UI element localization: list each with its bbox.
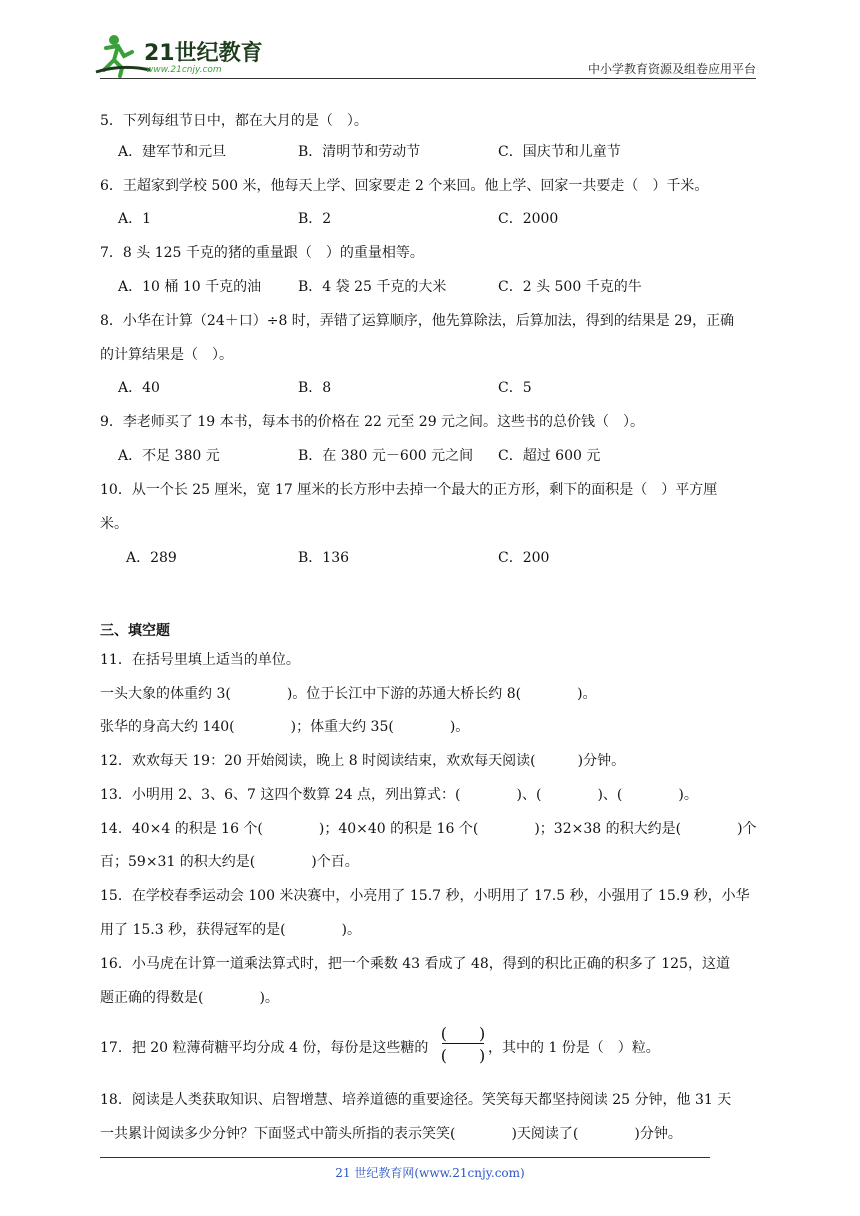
- q11-line2: 张华的身高大约 140( )；体重大约 35( )。: [100, 719, 470, 735]
- q5-option-a: A．建军节和元旦: [118, 144, 227, 160]
- q7-stem: 7．8 头 125 千克的猪的重量跟（ ）的重量相等。: [100, 245, 424, 261]
- logo-text: 21世纪教育: [144, 41, 263, 66]
- q16-line2: 题正确的得数是( )。: [100, 990, 279, 1006]
- platform-title: 中小学教育资源及组卷应用平台: [587, 62, 756, 76]
- q8-option-b: B．8: [298, 380, 332, 396]
- q6-stem: 6．王超家到学校 500 米，他每天上学、回家要走 2 个来回。他上学、回家一共要走（ ）千米。: [100, 178, 709, 194]
- q16-line1: 16．小马虎在计算一道乘法算式时，把一个乘数 43 看成了 48，得到的积比正确的积多了 125，这道: [100, 956, 730, 972]
- section-title: 三、填空题: [100, 623, 170, 639]
- q11-line1: 一头大象的体重约 3( )。位于长江中下游的苏通大桥长约 8( )。: [100, 686, 597, 702]
- q6-option-a: A．1: [118, 211, 152, 227]
- q5-option-b: B．清明节和劳动节: [298, 144, 421, 160]
- q17-text-before: 17．把 20 粒薄荷糖平均分成 4 份，每份是这些糖的: [100, 1040, 429, 1056]
- q7-option-c: C．2 头 500 千克的牛: [498, 279, 642, 295]
- q10-option-b: B．136: [298, 550, 350, 566]
- q18-line2: 一共累计阅读多少分钟？下面竖式中箭头所指的表示笑笑( )天阅读了( )分钟。: [100, 1126, 682, 1142]
- fraction-denominator: ( ): [440, 1046, 486, 1065]
- q14-line2: 百；59×31 的积大约是( )个百。: [100, 854, 359, 870]
- runner-logo-icon: [92, 28, 272, 80]
- q8-option-c: C．5: [498, 380, 532, 396]
- q9-option-a: A．不足 380 元: [118, 448, 220, 464]
- q13: 13．小明用 2、3、6、7 这四个数算 24 点，列出算式：( )、( )、( )。: [100, 787, 698, 803]
- q15-line2: 用了 15.3 秒，获得冠军的是( )。: [100, 922, 361, 938]
- q11-stem: 11．在括号里填上适当的单位。: [100, 652, 300, 668]
- site-logo: [92, 28, 272, 80]
- q9-stem: 9．李老师买了 19 本书，每本书的价格在 22 元至 29 元之间。这些书的总价钱（ ）。: [100, 414, 645, 430]
- q7-option-a: A．10 桶 10 千克的油: [118, 279, 262, 295]
- q14-line1: 14．40×4 的积是 16 个( )；40×40 的积是 16 个( )；32×38 的积大约是( )个: [100, 821, 757, 837]
- q8-option-a: A．40: [118, 380, 160, 396]
- q5-stem: 5．下列每组节日中，都在大月的是（ ）。: [100, 113, 368, 129]
- q9-option-b: B．在 380 元－600 元之间: [298, 448, 474, 464]
- q17-text-after: ，其中的 1 份是（ ）粒。: [488, 1040, 660, 1056]
- q15-line1: 15．在学校春季运动会 100 米决赛中，小亮用了 15.7 秒，小明用了 17.5 秒，小强用了 15.9 秒，小华: [100, 888, 750, 904]
- q5-option-c: C．国庆节和儿童节: [498, 144, 621, 160]
- q6-option-c: C．2000: [498, 211, 559, 227]
- q12: 12．欢欢每天 19：20 开始阅读，晚上 8 时阅读结束，欢欢每天阅读( )分钟。: [100, 753, 626, 769]
- q6-option-b: B．2: [298, 211, 332, 227]
- q8-stem-line2: 的计算结果是（ ）。: [100, 347, 233, 363]
- header-divider: [100, 78, 756, 79]
- footer-text[interactable]: 21 世纪教育网(www.21cnjy.com): [335, 1166, 525, 1180]
- logo-url: www.21cnjy.com: [146, 65, 222, 75]
- q10-stem-line2: 米。: [100, 516, 128, 532]
- q8-stem-line1: 8．小华在计算（24＋口）÷8 时，弄错了运算顺序，他先算除法，后算加法，得到的结果是 29，正确: [100, 313, 735, 329]
- q17-fraction: [440, 1021, 486, 1067]
- q18-line1: 18．阅读是人类获取知识、启智增慧、培养道德的重要途径。笑笑每天都坚持阅读 25 分钟，他 31 天: [100, 1092, 732, 1108]
- fraction-numerator: ( ): [440, 1024, 486, 1043]
- q7-option-b: B．4 袋 25 千克的大米: [298, 279, 447, 295]
- q10-option-a: A．289: [126, 550, 177, 566]
- q10-option-c: C．200: [498, 550, 550, 566]
- q10-stem-line1: 10．从一个长 25 厘米，宽 17 厘米的长方形中去掉一个最大的正方形，剩下的面积是（ ）平方厘: [100, 482, 718, 498]
- footer-divider: [100, 1157, 710, 1158]
- q9-option-c: C．超过 600 元: [498, 448, 601, 464]
